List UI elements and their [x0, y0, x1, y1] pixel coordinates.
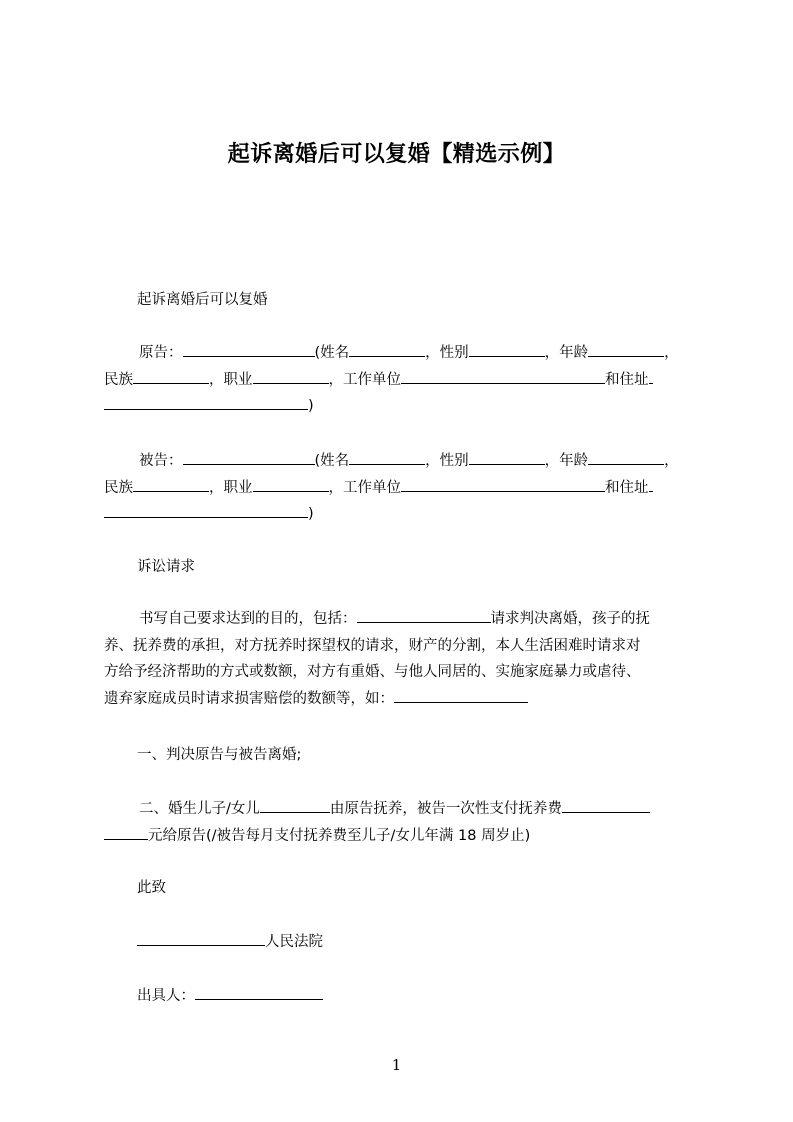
claims-line4: 遗弃家庭成员时请求损害赔偿的数额等，如：	[104, 690, 394, 707]
claims-heading-text: 诉讼请求	[137, 559, 195, 575]
defendant-label: 被告：	[139, 453, 183, 469]
plaintiff-close: )	[308, 398, 314, 414]
plaintiff-block	[104, 340, 714, 420]
claim-item-2	[104, 796, 714, 849]
salutation-text: 此致	[137, 880, 166, 896]
plaintiff-ethnicity-label: 民族	[104, 371, 133, 388]
plaintiff-age-blank	[588, 342, 664, 357]
plaintiff-name-label: (姓名	[314, 345, 350, 361]
issuer-blank	[195, 985, 323, 1000]
defendant-block	[104, 448, 714, 528]
claim-item-2-a: 二、婚生儿子/女儿	[139, 801, 260, 817]
defendant-ethnicity-label: 民族	[104, 479, 133, 496]
claim-item-2-line2: 元给原告(/被告每月支付抚养费至儿子/女儿年满 18 周岁止)	[148, 827, 531, 844]
claims-purpose-blank	[357, 608, 491, 623]
child-name-blank	[260, 798, 330, 813]
defendant-address-blank-start	[649, 477, 653, 492]
defendant-workplace-blank	[401, 477, 605, 492]
defendant-address-blank	[104, 503, 308, 518]
claim-item-1-text: 一、判决原告与被告离婚;	[137, 747, 302, 763]
defendant-gender-blank	[469, 450, 545, 465]
issuer-label: 出具人：	[137, 988, 195, 1004]
defendant-name-label: (姓名	[314, 453, 350, 469]
plaintiff-ethnicity-blank	[133, 369, 209, 384]
subtitle-text: 起诉离婚后可以复婚	[137, 292, 268, 308]
document-subtitle	[104, 287, 747, 314]
defendant-comma: ，	[664, 453, 679, 469]
salutation	[104, 875, 747, 902]
support-amount-blank-cont	[104, 825, 148, 840]
defendant-name-blank	[349, 450, 425, 465]
claims-paragraph	[104, 606, 714, 712]
defendant-gender-label: ，性别	[425, 453, 469, 469]
plaintiff-workplace-label: ，工作单位	[328, 371, 401, 388]
defendant-ethnicity-blank	[133, 477, 209, 492]
claim-item-1	[104, 742, 747, 769]
claims-line2: 养、抚养费的承担，对方抚养时探望权的请求，财产的分割，本人生活困难时请求对	[104, 637, 641, 654]
issuer-line	[104, 983, 747, 1010]
claims-line1-a: 书写自己要求达到的目的，包括：	[139, 611, 357, 627]
court-blank	[137, 931, 265, 946]
court-text: 人民法院	[265, 934, 323, 950]
plaintiff-occupation-blank	[253, 369, 329, 384]
claims-example-blank	[394, 688, 528, 703]
defendant-occupation-blank	[253, 477, 329, 492]
plaintiff-address-label: 和住址	[605, 371, 649, 388]
plaintiff-occupation-label: ，职业	[209, 371, 253, 388]
plaintiff-comma: ，	[664, 345, 679, 361]
defendant-address-label: 和住址	[605, 479, 649, 496]
claims-line3: 方给予经济帮助的方式或数额，对方有重婚、与他人同居的、实施家庭暴力或虐待、	[104, 664, 641, 680]
claims-line1-b: 请求判决离婚，孩子的抚	[490, 611, 650, 627]
document-title: 起诉离婚后可以复婚【精选示例】	[227, 142, 566, 167]
claims-heading	[104, 554, 747, 581]
court-line	[104, 929, 747, 956]
plaintiff-gender-blank	[469, 342, 545, 357]
page-number: 1	[391, 1056, 402, 1074]
plaintiff-age-label: ，年龄	[544, 345, 589, 361]
plaintiff-address-blank	[104, 395, 308, 410]
plaintiff-name-blank	[349, 342, 425, 357]
defendant-age-label: ，年龄	[544, 453, 589, 469]
defendant-occupation-label: ，职业	[209, 479, 253, 496]
plaintiff-gender-label: ，性别	[425, 345, 469, 361]
claim-item-2-b: 由原告抚养，被告一次性支付抚养费	[329, 801, 562, 817]
plaintiff-label: 原告：	[139, 345, 183, 361]
defendant-blank	[183, 450, 315, 465]
plaintiff-address-blank-start	[649, 369, 653, 384]
plaintiff-workplace-blank	[401, 369, 605, 384]
defendant-close: )	[308, 506, 314, 522]
support-amount-blank	[562, 798, 650, 813]
plaintiff-blank	[183, 342, 315, 357]
defendant-workplace-label: ，工作单位	[328, 479, 401, 496]
defendant-age-blank	[588, 450, 664, 465]
